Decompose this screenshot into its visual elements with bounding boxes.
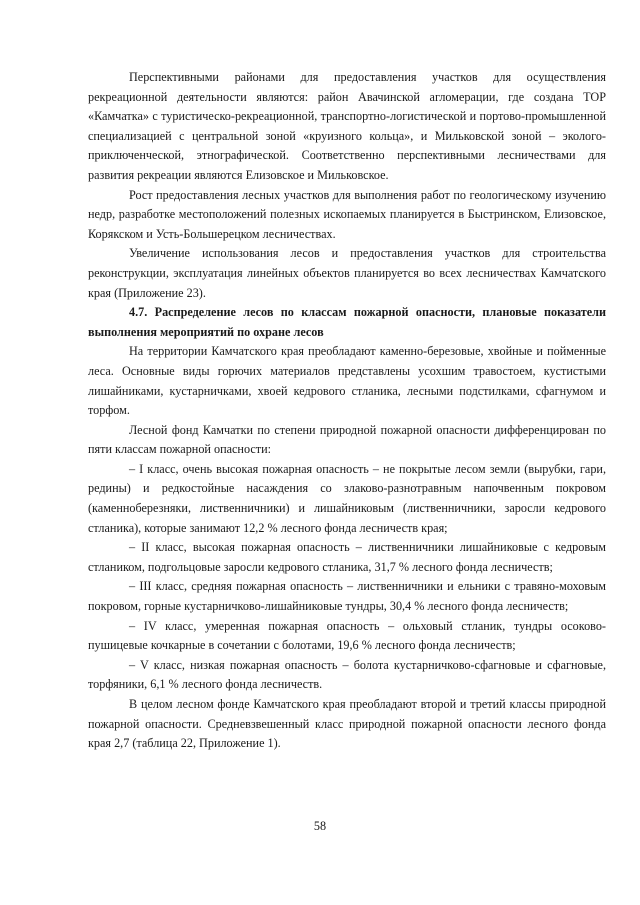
paragraph: Лесной фонд Камчатки по степени природной пожарной опасности дифференцирован по пяти классам пожарной опасности:: [88, 422, 606, 457]
list-item: – II класс, высокая пожарная опасность – лиственничники лишайниковые с кедровым стлаником, подгольцовые заросли кедрового стланика, 31,7 % лесного фонда лесничеств;: [88, 540, 606, 574]
paragraph: Рост предоставления лесных участков для выполнения работ по геологическому изучению недр, разработке местоположений полезных ископаемых планируется в Быстринском, Елизовское, Корякском и Усть-Большерецком лесничествах.: [88, 187, 606, 241]
paragraph: На территории Камчатского края преобладают каменно-березовые, хвойные и пойменные леса. Основные виды горючих материалов представлены усохшим травостоем, кустистыми лишайниками, кустарничками, хвоей кедрового стланика, лесными подстилками, сфагнумом и торфом.: [88, 344, 606, 418]
paragraph: Перспективными районами для предоставления участков для осуществления рекреационной деятельности являются: район Авачинской агломерации, где создана ТОР «Камчатка» с туристическо-рекреационной, транспортно-логистической и портово-промышленной специализацией с центральной зоной «круизного кольца», и Мильковской зоной – эколого-приключенческой, этнографической. Соответственно перспективными лесничествами для развития рекреации являются Елизовское и Мильковское.: [88, 70, 606, 182]
list-item: – I класс, очень высокая пожарная опасность – не покрытые лесом земли (вырубки, гари, редины) и редкостойные насаждения со злаково-разнотравным напочвенным покровом (каменноберезняки, лиственничники) и лишайниковым (лиственничники, заросли кедрового стланика), которые занимают 12,2 % лесного фонда лесничеств края;: [88, 461, 606, 535]
page-number: 58: [313, 819, 327, 833]
section-heading: 4.7. Распределение лесов по классам пожарной опасности, плановые показатели выполнения мероприятий по охране лесов: [88, 305, 606, 339]
body-text: [88, 68, 606, 754]
paragraph: В целом лесном фонде Камчатского края преобладают второй и третий классы природной пожарной опасности. Средневзвешенный класс природной пожарной опасности лесного фонда края 2,7 (таблица 22, Приложение 1).: [88, 697, 606, 751]
list-item: – V класс, низкая пожарная опасность – болота кустарничково-сфагновые и сфагновые, торфяники, 6,1 % лесного фонда лесничеств.: [88, 657, 606, 692]
list-item: – IV класс, умеренная пожарная опасность – ольховый стланик, тундры осоково-пушицевые кочкарные в сочетании с болотами, 19,6 % лесного фонда лесничеств;: [88, 618, 606, 653]
paragraph: Увеличение использования лесов и предоставления участков для строительства реконструкции, эксплуатация линейных объектов планируется во всех лесничествах Камчатского края (Приложение 23).: [88, 246, 606, 300]
list-item: – III класс, средняя пожарная опасность – лиственничники и ельники с травяно-моховым покровом, горные кустарничково-лишайниковые тундры, 30,4 % лесного фонда лесничеств;: [88, 579, 606, 614]
